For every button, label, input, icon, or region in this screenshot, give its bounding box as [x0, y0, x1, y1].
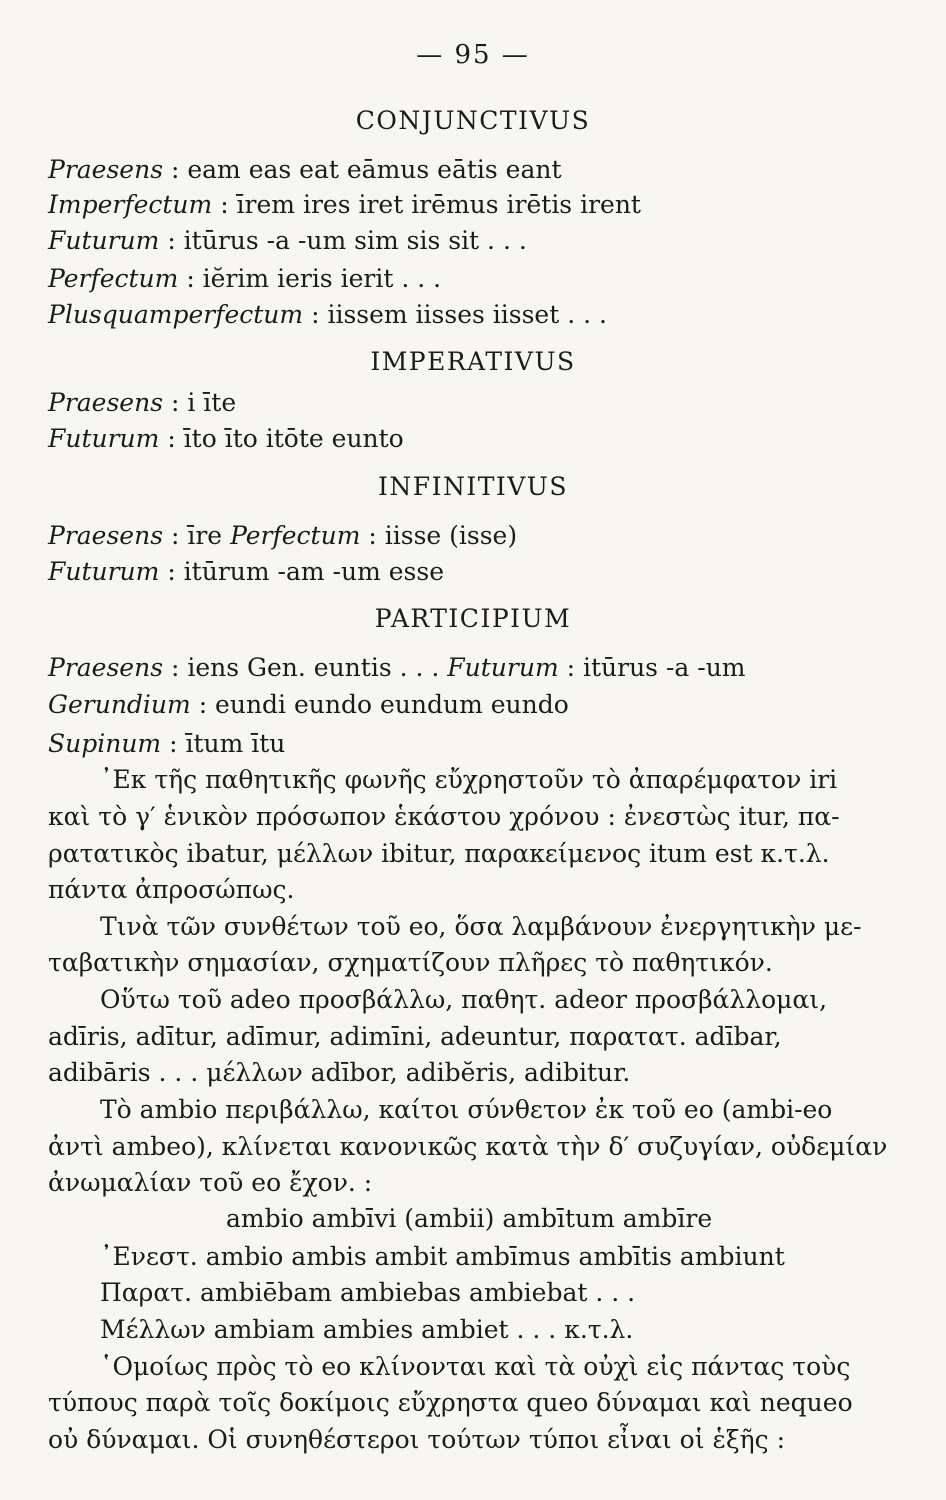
- forms: : ītum ītu: [169, 729, 286, 758]
- paragraph-line: καὶ τὸ γ′ ἑνικὸν πρόσωπον ἑκάστου χρόνου : ἐνεστὼς itur, πα-: [48, 802, 840, 831]
- forms: : iĕrim ieris ierit . . .: [186, 264, 442, 293]
- tense-label: Futurum: [48, 424, 160, 453]
- heading-imperativus: IMPERATIVUS: [370, 347, 576, 376]
- part-row-3: [48, 727, 906, 761]
- paragraph-line: ᾿Εκ τῆς παθητικῆς φωνῆς εὔχρηστοῦν τὸ ἀπαρέμφατον iri: [100, 765, 838, 794]
- forms: : īto īto itōte eunto: [167, 424, 404, 453]
- forms: : iens Gen. euntis . . .: [170, 653, 440, 682]
- part-row-2: [48, 688, 906, 722]
- tense-label: Perfectum: [230, 521, 361, 550]
- tense-label: Supinum: [48, 729, 162, 758]
- paragraph-line: Τὸ ambio περιβάλλω, καίτοι σύνθετον ἐκ τοῦ eo (ambi-eo: [100, 1095, 833, 1124]
- paragraph-line: Τινὰ τῶν συνθέτων τοῦ eo, ὅσα λαμβάνουν ἐνεργητικὴν με-: [100, 912, 862, 941]
- forms: : īrem ires iret irēmus irētis irent: [220, 190, 641, 219]
- forms: : iissem iisses iisset . . .: [311, 300, 607, 329]
- forms: : īre: [170, 521, 223, 550]
- tense-label: Praesens: [48, 155, 164, 184]
- conj-praesens: [48, 153, 906, 187]
- paragraph-line: ἀνωμαλίαν τοῦ eo ἔχον. :: [48, 1168, 373, 1197]
- heading-participium: PARTICIPIUM: [374, 604, 572, 633]
- paradigm-line: ambio ambīvi (ambii) ambītum ambīre: [226, 1204, 713, 1233]
- forms: : eam eas eat eāmus eātis eant: [170, 155, 562, 184]
- tense-label: Perfectum: [48, 264, 179, 293]
- conj-plusquamperfectum: [48, 298, 906, 332]
- tense-label: Imperfectum: [48, 190, 213, 219]
- forms: : eundi eundo eundum eundo: [198, 690, 569, 719]
- page-number: — 95 —: [416, 40, 530, 70]
- paragraph-line: τύπους παρὰ τοῖς δοκίμοις εὔχρηστα queo δύναμαι καὶ nequeo: [48, 1388, 853, 1417]
- paragraph-line: ρατατικὸς ibatur, μέλλων ibitur, παρακείμενος itum est κ.τ.λ.: [48, 839, 830, 868]
- heading-infinitivus: INFINITIVUS: [377, 472, 569, 501]
- tense-label: Futurum: [48, 226, 160, 255]
- paradigm-line: Μέλλων ambiam ambies ambiet . . . κ.τ.λ.: [100, 1315, 634, 1344]
- forms: : itūrus -a -um: [566, 653, 746, 682]
- tense-label: Plusquamperfectum: [48, 300, 304, 329]
- paragraph-line: οὐ δύναμαι. Οἱ συνηθέστεροι τούτων τύποι εἶναι οἱ ἑξῆς :: [48, 1425, 785, 1454]
- conj-imperfectum: [48, 188, 906, 222]
- paragraph-line: ἀντὶ ambeo), κλίνεται κανονικῶς κατὰ τὴν δ′ συζυγίαν, οὐδεμίαν: [48, 1132, 888, 1161]
- tense-label: Futurum: [48, 557, 160, 586]
- forms: : i īte: [170, 388, 237, 417]
- imp-praesens: [48, 386, 906, 420]
- tense-label: Gerundium: [48, 690, 191, 719]
- forms: : iisse (isse): [368, 521, 518, 550]
- paragraph-line: ῾Ομοίως πρὸς τὸ eo κλίνονται καὶ τὰ οὐχὶ εἰς πάντας τοὺς: [100, 1352, 851, 1381]
- conj-futurum: [48, 224, 906, 258]
- forms: : itūrus -a -um sim sis sit . . .: [167, 226, 527, 255]
- tense-label: Praesens: [48, 388, 164, 417]
- inf-row-1: [48, 519, 906, 553]
- conj-perfectum: [48, 262, 906, 296]
- inf-row-2: [48, 555, 906, 589]
- paradigm-line: Παρατ. ambiēbam ambiebas ambiebat . . .: [100, 1278, 636, 1307]
- paragraph-line: ταβατικὴν σημασίαν, σχηματίζουν πλῆρες τὸ παθητικόν.: [48, 948, 773, 977]
- part-row-1: [48, 651, 906, 685]
- tense-label: Futurum: [447, 653, 559, 682]
- tense-label: Praesens: [48, 521, 164, 550]
- paradigm-line: ᾿Ενεστ. ambio ambis ambit ambīmus ambītis ambiunt: [100, 1242, 785, 1271]
- tense-label: Praesens: [48, 653, 164, 682]
- paragraph-line: adīris, adītur, adīmur, adimīni, adeuntur, παρατατ. adībar,: [48, 1022, 782, 1051]
- heading-conjunctivus: CONJUNCTIVUS: [355, 106, 591, 135]
- paragraph-line: πάντα ἀπροσώπως.: [48, 875, 295, 904]
- imp-futurum: [48, 422, 906, 456]
- paragraph-line: adibāris . . . μέλλων adībor, adibĕris, adibitur.: [48, 1058, 631, 1087]
- forms: : itūrum -am -um esse: [167, 557, 444, 586]
- paragraph-line: Οὕτω τοῦ adeo προσβάλλω, παθητ. adeor προσβάλλομαι,: [100, 985, 828, 1014]
